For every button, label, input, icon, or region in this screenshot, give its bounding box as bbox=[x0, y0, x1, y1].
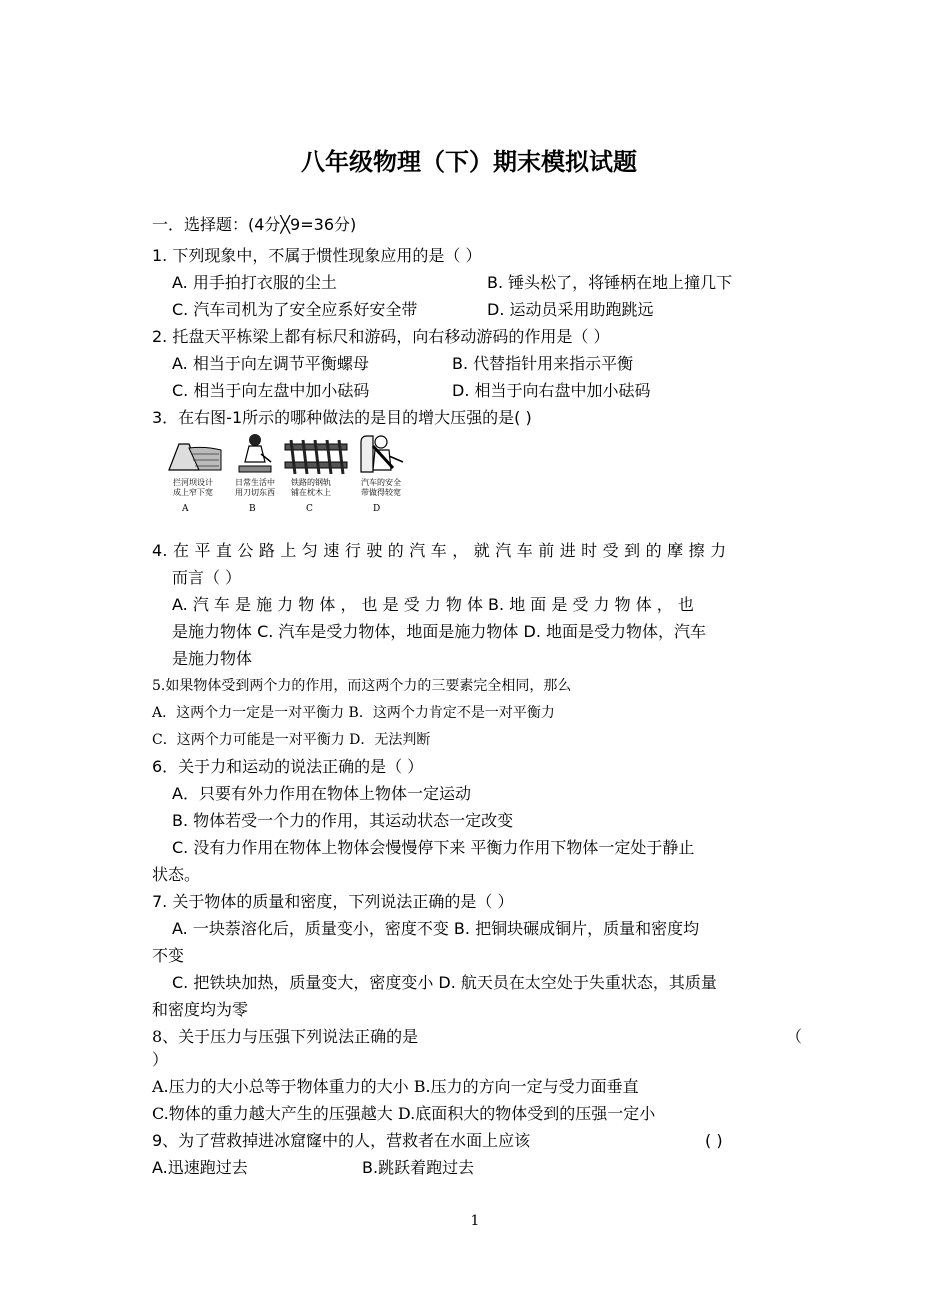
q6-option-cd: C. 没有力作用在物体上物体会慢慢停下来 平衡力作用下物体一定处于静止 bbox=[172, 838, 695, 857]
pic-c-caption: 铁路的钢轨铺在枕木上 bbox=[291, 478, 331, 497]
q8-options-ab: A.压力的大小总等于物体重力的大小 B.压力的方向一定与受力面垂直 bbox=[152, 1077, 639, 1096]
q4-options-line3: 是施力物体 bbox=[172, 649, 253, 668]
q6-option-cd-cont: 状态。 bbox=[152, 865, 201, 884]
q7-options-cd: C. 把铁块加热，质量变大，密度变小 D. 航天员在太空处于失重状态，其质量 bbox=[172, 973, 717, 992]
q9-answer-paren: ( ) bbox=[705, 1131, 723, 1150]
section-heading: 一．选择题：(4分╳9=36分) bbox=[152, 215, 357, 234]
q8-stem: 8、关于压力与压强下列说法正确的是 bbox=[152, 1027, 419, 1046]
q4-stem-line1: 4. 在 平 直 公 路 上 匀 速 行 驶 的 汽 车 ， 就 汽 车 前 进 时 受 到 的 摩 擦 力 bbox=[152, 541, 727, 560]
q5-options-cd: C．这两个力可能是一对平衡力 D．无法判断 bbox=[152, 732, 431, 748]
q1-option-c: C. 汽车司机为了安全应系好安全带 bbox=[172, 300, 418, 319]
seatbelt-illustration bbox=[355, 432, 407, 476]
knife-cutting-illustration bbox=[231, 432, 279, 476]
q9-option-a: A.迅速跑过去 bbox=[152, 1158, 248, 1177]
q5-options-ab: A．这两个力一定是一对平衡力 B．这两个力肯定不是一对平衡力 bbox=[152, 705, 555, 721]
pic-a-letter: A bbox=[182, 504, 189, 514]
q9-stem: 9、为了营救掉进冰窟窿中的人，营救者在水面上应该 bbox=[152, 1131, 531, 1150]
q1-stem: 1. 下列现象中，不属于惯性现象应用的是（ ） bbox=[152, 246, 482, 265]
q2-option-a: A. 相当于向左调节平衡螺母 bbox=[172, 354, 369, 373]
pic-d-letter: D bbox=[373, 504, 381, 514]
railway-track-illustration bbox=[283, 438, 349, 476]
q4-options-line2: 是施力物体 C. 汽车是受力物体，地面是施力物体 D. 地面是受力物体，汽车 bbox=[172, 622, 707, 641]
q2-option-d: D. 相当于向右盘中加小砝码 bbox=[452, 381, 651, 400]
q3-figure bbox=[165, 432, 415, 522]
q1-option-b: B. 锤头松了，将锤柄在地上撞几下 bbox=[487, 273, 733, 292]
q7-options-cd-cont: 和密度均为零 bbox=[152, 1000, 249, 1019]
q6-option-b: B. 物体若受一个力的作用，其运动状态一定改变 bbox=[172, 811, 514, 830]
dam-illustration bbox=[165, 436, 223, 476]
q6-option-a: A．只要有外力作用在物体上物体一定运动 bbox=[172, 784, 471, 803]
q2-option-b: B. 代替指针用来指示平衡 bbox=[452, 354, 634, 373]
pic-c-letter: C bbox=[306, 504, 313, 514]
q8-options-cd: C.物体的重力越大产生的压强越大 D.底面积大的物体受到的压强一定小 bbox=[152, 1104, 656, 1123]
q7-stem: 7. 关于物体的质量和密度，下列说法正确的是（ ） bbox=[152, 892, 514, 911]
pic-d-caption: 汽车的安全带做得较宽 bbox=[361, 478, 401, 497]
q8-answer-paren-open: （ bbox=[786, 1027, 803, 1046]
page-title: 八年级物理（下）期末模拟试题 bbox=[301, 148, 637, 176]
q1-option-a: A. 用手拍打衣服的尘土 bbox=[172, 273, 337, 292]
q1-option-d: D. 运动员采用助跑跳远 bbox=[487, 300, 654, 319]
q8-answer-paren-close: ） bbox=[152, 1050, 169, 1069]
q7-options-ab: A. 一块萘溶化后，质量变小，密度不变 B. 把铜块碾成铜片，质量和密度均 bbox=[172, 919, 700, 938]
q7-options-ab-cont: 不变 bbox=[152, 946, 185, 965]
q5-stem: 5.如果物体受到两个力的作用，而这两个力的三要素完全相同，那么 bbox=[152, 678, 572, 694]
q4-stem-line2: 而言（ ） bbox=[172, 568, 242, 587]
q4-options-line1: A. 汽 车 是 施 力 物 体 ， 也 是 受 力 物 体 B. 地 面 是 受 力 物 体 ， 也 bbox=[172, 595, 694, 614]
page-number: 1 bbox=[470, 1213, 480, 1229]
q6-stem: 6．关于力和运动的说法正确的是（ ） bbox=[152, 757, 424, 776]
q2-stem: 2. 托盘天平栋梁上都有标尺和游码，向右移动游码的作用是（ ） bbox=[152, 327, 610, 346]
pic-b-letter: B bbox=[249, 504, 256, 514]
q9-option-b: B.跳跃着跑过去 bbox=[362, 1158, 475, 1177]
pic-a-caption: 拦河坝设计成上窄下宽 bbox=[173, 478, 213, 497]
pic-b-caption: 日常生活中用刀切东西 bbox=[235, 478, 275, 497]
q2-option-c: C. 相当于向左盘中加小砝码 bbox=[172, 381, 370, 400]
q3-stem: 3．在右图-1所示的哪种做法的是目的增大压强的是( ) bbox=[152, 408, 532, 427]
